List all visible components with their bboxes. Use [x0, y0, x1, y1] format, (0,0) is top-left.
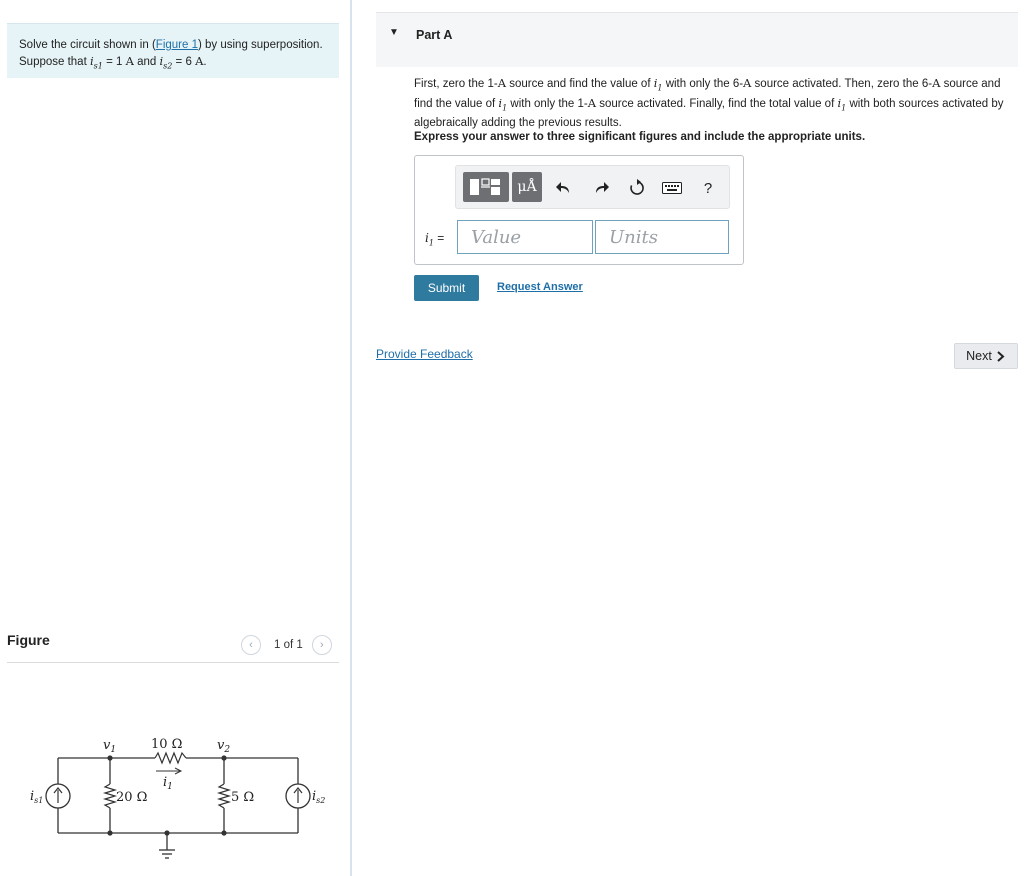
instruction-text: First, zero the 1- [414, 78, 498, 90]
problem-text: . [203, 56, 207, 68]
unit-symbol: A [587, 95, 597, 110]
submit-button[interactable]: Submit [414, 275, 479, 301]
value-input[interactable]: Value [457, 220, 593, 254]
unit-symbol: A [743, 76, 752, 90]
is1-value: = 1 [102, 56, 126, 68]
node-ground [164, 830, 169, 835]
current-arrow-i1 [156, 768, 181, 774]
caret-down-icon[interactable]: ▼ [389, 27, 399, 38]
next-button[interactable] [954, 343, 1018, 369]
undo-icon[interactable] [554, 178, 574, 198]
answer-box [414, 155, 744, 265]
is1-subscript: s1 [93, 61, 103, 71]
reset-icon[interactable] [626, 177, 648, 199]
chevron-right-icon [996, 351, 1006, 362]
answer-label [425, 231, 444, 247]
is2-unit: A [195, 54, 204, 68]
label-r-10-ohm: 10 Ω [151, 737, 183, 752]
label-i1: i [163, 775, 168, 790]
resistor-20-ohm [105, 784, 115, 808]
units-icon[interactable]: μÅ [512, 172, 542, 202]
keyboard-icon[interactable] [661, 179, 683, 197]
label-is2: i [312, 789, 317, 804]
node-bottom [107, 830, 112, 835]
figure-heading: Figure [7, 632, 50, 648]
label-r-5-ohm: 5 Ω [231, 790, 255, 805]
figure-pager [241, 634, 332, 656]
part-a-header[interactable] [376, 12, 1018, 67]
answer-var: i [425, 231, 429, 245]
templates-icon[interactable] [463, 172, 509, 202]
instruction-text: source activated. Finally, find the total value of [596, 97, 838, 110]
part-a-instructions [414, 76, 1004, 131]
chevron-left-icon[interactable]: ‹ [241, 635, 261, 655]
svg-text:is1 [30, 789, 43, 805]
units-input[interactable]: Units [595, 220, 729, 254]
variable-i1-sub: 1 [657, 83, 663, 93]
answer-equals: = [433, 231, 445, 245]
label-i1-sub: 1 [167, 782, 173, 792]
instruction-text: source and find the value of [506, 78, 654, 90]
svg-text:i1 [163, 775, 173, 792]
answer-var-sub: 1 [428, 238, 434, 248]
is1-symbol: i [89, 54, 94, 68]
instruction-text: with only the 1- [507, 97, 588, 110]
help-icon[interactable]: ? [703, 179, 713, 197]
figure-link[interactable]: Figure 1 [155, 39, 198, 51]
svg-text:v2 [217, 738, 230, 755]
svg-text:v1 [103, 738, 116, 755]
label-is2-sub: s2 [316, 796, 326, 805]
variable-i1: i [837, 95, 842, 110]
current-source-is2 [286, 784, 310, 808]
label-is1-sub: s1 [34, 796, 44, 805]
svg-text:is2 [312, 789, 325, 805]
request-answer-link[interactable]: Request Answer [497, 281, 583, 293]
problem-text: Solve the circuit shown in ( [19, 39, 156, 51]
label-r-20-ohm: 20 Ω [116, 790, 148, 805]
node-bottom-right [221, 830, 226, 835]
instruction-text: source activated. Then, zero the 6- [751, 78, 933, 90]
label-v2-sub: 2 [224, 745, 231, 755]
problem-statement [7, 23, 339, 78]
node-v1 [107, 755, 112, 760]
is2-value: = 6 [172, 56, 196, 68]
current-source-is1 [46, 784, 70, 808]
is2-subscript: s2 [163, 61, 173, 71]
figure-counter: 1 of 1 [274, 639, 303, 651]
label-v2: v [217, 738, 225, 753]
problem-text: and [133, 56, 160, 68]
answer-row [415, 218, 745, 254]
variable-i1: i [498, 95, 503, 110]
resistor-5-ohm [219, 784, 229, 808]
chevron-right-icon[interactable]: › [312, 635, 332, 655]
label-v1-sub: 1 [110, 745, 117, 755]
part-a-title: Part A [416, 28, 453, 42]
unit-symbol: A [497, 76, 507, 90]
resistor-10-ohm [155, 753, 186, 763]
variable-i1: i [653, 76, 658, 90]
instruction-text: with only the 6- [662, 78, 744, 90]
instruction-text: source and find the value of [414, 78, 1001, 110]
answer-format-instruction: Express your answer to three significant figures and include the appropriate units. [414, 131, 866, 143]
left-panel [0, 0, 350, 876]
label-v1: v [103, 738, 111, 753]
redo-icon[interactable] [591, 178, 611, 198]
variable-i1-sub: 1 [841, 103, 847, 113]
variable-i1-sub: 1 [502, 103, 508, 113]
instruction-text: with both sources activated by algebraically adding the previous results. [414, 97, 1004, 129]
next-label: Next [966, 349, 992, 363]
provide-feedback-link[interactable]: Provide Feedback [376, 347, 473, 361]
column-divider [350, 0, 352, 876]
is1-unit: A [125, 54, 134, 68]
unit-symbol: A [932, 76, 941, 90]
problem-text: ) by using superposition. Suppose that [19, 39, 323, 68]
circuit-diagram [0, 720, 350, 870]
figure-divider [7, 662, 339, 663]
node-v2 [221, 755, 226, 760]
label-is1: i [30, 789, 35, 804]
is2-symbol: i [159, 54, 164, 68]
math-toolbar [455, 165, 730, 209]
